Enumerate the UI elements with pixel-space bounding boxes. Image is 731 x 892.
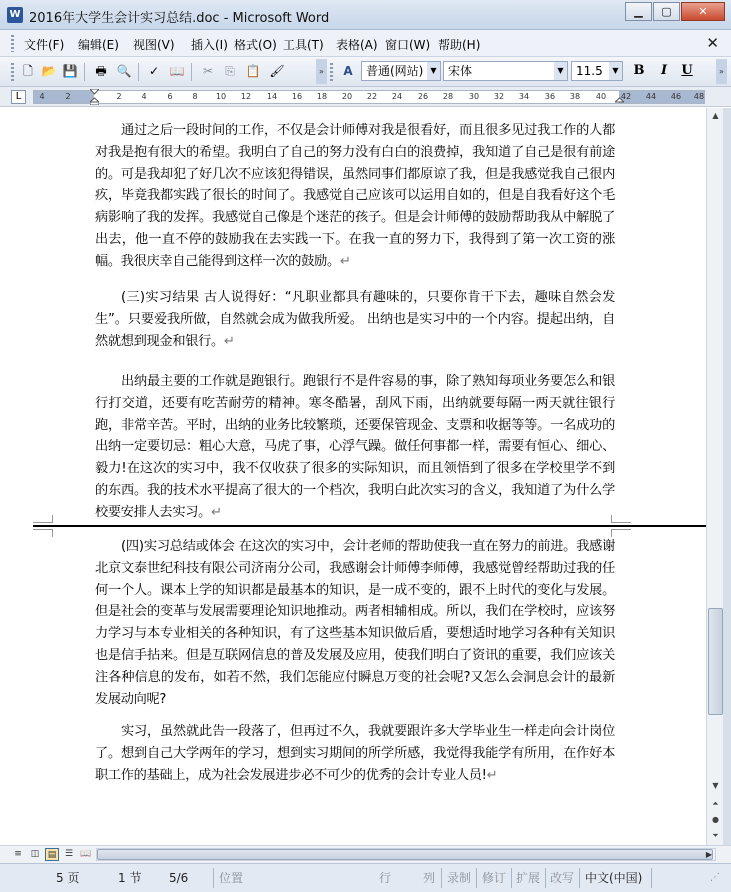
menu-item[interactable]: 视图(V)	[133, 38, 175, 52]
window-edge	[723, 108, 731, 845]
status-column: 列	[423, 871, 436, 885]
font-select-value: 宋体	[448, 64, 473, 78]
save-icon[interactable]: 💾	[62, 64, 78, 78]
window-controls	[624, 2, 725, 21]
status-bar	[0, 863, 731, 892]
toolbar-options-chevron-icon[interactable]: »	[316, 59, 327, 84]
ruler-tick-label: 2	[65, 92, 71, 101]
ruler-tick-label: 4	[141, 92, 147, 101]
menu-item[interactable]: 帮助(H)	[438, 38, 481, 52]
tab-stop-selector-icon[interactable]: L	[11, 90, 26, 104]
research-icon[interactable]: 📖	[169, 64, 185, 78]
ruler-tick-label: 32	[493, 92, 505, 101]
left-indent-marker-icon[interactable]	[90, 89, 99, 105]
document-paragraph[interactable]	[95, 371, 615, 524]
new-document-icon[interactable]: 🗋	[23, 64, 33, 78]
spelling-icon[interactable]: ✓	[148, 64, 160, 78]
page-corner-mark	[611, 515, 631, 523]
styles-and-formatting-icon[interactable]: A	[343, 64, 353, 78]
status-revise[interactable]: 修订	[482, 871, 507, 885]
toolbar-separator	[84, 63, 85, 81]
paste-icon[interactable]: 📋	[245, 64, 261, 78]
ruler-tick-label: 8	[192, 92, 198, 101]
status-divider	[476, 868, 477, 888]
print-layout-view-icon[interactable]: ▤	[45, 848, 59, 861]
ruler-tick-label: 6	[167, 92, 173, 101]
horizontal-scrollbar[interactable]	[96, 848, 716, 861]
paragraph-mark-icon: ↵	[211, 504, 222, 520]
ruler-tick-label: 48	[693, 92, 705, 101]
ruler-tick-label: 10	[215, 92, 227, 101]
cut-icon[interactable]: ✂	[202, 64, 214, 78]
ruler-tick-label: 30	[468, 92, 480, 101]
paragraph-mark-icon: ↵	[339, 253, 351, 269]
menu-item[interactable]: 编辑(E)	[78, 38, 119, 52]
vertical-scroll-thumb[interactable]	[708, 608, 723, 715]
status-line: 行	[379, 871, 392, 885]
ruler-tick-label: 44	[645, 92, 657, 101]
maximize-icon[interactable]: ▢	[653, 2, 680, 21]
ruler-tick-label: 14	[266, 92, 278, 101]
chevron-down-icon[interactable]: ▼	[427, 62, 440, 80]
ruler-right-margin	[619, 91, 704, 103]
menu-grip-icon[interactable]	[11, 35, 14, 52]
status-divider	[545, 868, 546, 888]
select-browse-object-icon[interactable]: ●	[712, 815, 719, 824]
status-record[interactable]: 录制	[447, 871, 472, 885]
paragraph-text: 出纳最主要的工作就是跑银行。跑银行不是件容易的事，除了熟知每项业务要怎么和银行打交道，还要有吃苦耐劳的精神。寒冬酷暑，刮风下雨，出纳就要每隔一两天就往银行跑，非常辛苦。平时，出纳的业务比较繁琐，还要保管现金、支票和收据等等。一名成功的出纳一定要切忌：粗心大意，马虎了事，心浮气躁。做任何事都一样，需要有恒心、细心、毅力!在这次的实习中，我不仅收获了很多的实际知识，而且领悟到了很多在学校里学不到的东西。我的技术水平提高了很大的一个档次，我明白此次实习的含义，我知道了为什么学校要安排人去实习。	[95, 374, 615, 520]
chevron-down-icon[interactable]: ▼	[554, 62, 567, 80]
previous-page-icon[interactable]: ⏶	[712, 799, 719, 808]
resize-grip-icon[interactable]: ⋰	[710, 872, 720, 883]
view-and-hscroll-bar	[0, 845, 731, 863]
underline-button[interactable]: U	[681, 63, 693, 78]
ruler-tick-label: 42	[620, 92, 632, 101]
status-divider	[579, 868, 580, 888]
status-divider	[213, 868, 214, 888]
bold-button[interactable]: B	[633, 63, 645, 78]
paragraph-text: (三)实习结果 古人说得好：“凡职业都具有趣味的，只要你肯干下去，趣味自然会发生”。只要爱我所做，自然就会成为做我所爱。 出纳也是实习中的一个内容。提起出纳，自然就想到现金和银行。	[95, 290, 615, 349]
status-position: 位置	[219, 871, 244, 885]
menu-item[interactable]: 工具(T)	[283, 38, 324, 52]
document-paragraph[interactable]	[95, 721, 615, 786]
menu-item[interactable]: 格式(O)	[234, 38, 277, 52]
close-icon[interactable]: ✕	[681, 2, 725, 21]
ruler-tick-label: 12	[240, 92, 252, 101]
style-select-value: 普通(网站)	[366, 64, 424, 78]
page-break-separator	[33, 525, 706, 527]
menu-item[interactable]: 插入(I)	[191, 38, 228, 52]
ruler-tick-label: 34	[518, 92, 530, 101]
menu-item[interactable]: 文件(F)	[24, 38, 65, 52]
status-page-of: 5/6	[169, 871, 189, 885]
next-page-icon[interactable]: ⏷	[712, 831, 719, 840]
font-select[interactable]	[443, 61, 568, 81]
standard-toolbar-grip-icon[interactable]	[11, 63, 14, 81]
outline-view-icon[interactable]: ☰	[64, 849, 74, 859]
menu-bar	[0, 30, 731, 57]
status-section: 1 节	[118, 871, 142, 885]
toolbar	[0, 57, 731, 87]
ruler-tick-label: 28	[442, 92, 454, 101]
status-divider	[651, 868, 652, 888]
ruler-tick-label: 16	[291, 92, 303, 101]
copy-icon[interactable]: ⎘	[225, 64, 235, 78]
ruler-tick-label: 4	[39, 92, 45, 101]
document-area[interactable]	[0, 108, 706, 845]
menu-items	[24, 36, 488, 53]
status-extend[interactable]: 扩展	[516, 871, 541, 885]
status-language[interactable]: 中文(中国)	[585, 871, 643, 885]
document-close-icon[interactable]: ✕	[706, 34, 719, 52]
print-preview-icon[interactable]: 🔍	[116, 64, 132, 78]
status-page: 5 页	[56, 871, 80, 885]
web-layout-view-icon[interactable]: ◫	[30, 849, 40, 859]
ruler-tick-label: 46	[670, 92, 682, 101]
style-select[interactable]	[361, 61, 441, 81]
format-painter-icon[interactable]: 🖌	[269, 64, 285, 78]
word-app-icon[interactable]: W	[7, 7, 23, 23]
italic-button[interactable]: I	[660, 63, 668, 78]
document-paragraph[interactable]	[95, 120, 615, 273]
minimize-icon[interactable]: ▁	[625, 2, 652, 21]
ruler-tick-label: 20	[341, 92, 353, 101]
page-corner-mark	[33, 515, 53, 523]
ruler-tick-label: 18	[316, 92, 328, 101]
status-divider	[511, 868, 512, 888]
font-size-value: 11.5	[576, 64, 603, 78]
formatting-options-chevron-icon[interactable]: »	[716, 59, 727, 84]
scroll-up-icon[interactable]: ▲	[712, 111, 719, 120]
paragraph-text: 实习，虽然就此告一段落了，但再过不久，我就要跟许多大学毕业生一样走向会计岗位了。想到自己大学两年的学习，想到实习期间的所学所感，我觉得我能学有所用，在作好本职工作的基础上，成为社会发展进步必不可少的优秀的会计专业人员!	[95, 724, 615, 783]
status-overtype[interactable]: 改写	[550, 871, 575, 885]
ruler-tick-label: 36	[544, 92, 556, 101]
toolbar-separator	[138, 63, 139, 81]
horizontal-ruler[interactable]	[33, 90, 705, 104]
page-corner-mark	[33, 529, 53, 537]
chevron-down-icon[interactable]: ▼	[609, 62, 622, 80]
ruler-tick-label: 38	[569, 92, 581, 101]
formatting-toolbar-grip-icon[interactable]	[330, 63, 333, 81]
toolbar-separator	[191, 63, 192, 81]
ruler-tick-label: 26	[417, 92, 429, 101]
print-icon[interactable]: 🖶	[95, 64, 107, 78]
ruler-tick-label: 22	[366, 92, 378, 101]
window-title: 2016年大学生会计实习总结.doc - Microsoft Word	[29, 11, 330, 26]
vertical-scrollbar[interactable]	[706, 108, 723, 845]
reading-layout-view-icon[interactable]: 📖	[80, 849, 92, 859]
ruler-tick-label: 40	[595, 92, 607, 101]
paragraph-text: 通过之后一段时间的工作，不仅是会计师傅对我是很看好，而且很多见过我工作的人都对我是抱有很大的希望。我明白了自己的努力没有白白的浪费掉，我知道了自己是很有前途的。可是我却犯了好几次不应该犯得错误，虽然同事们都原谅了我，但是我感觉我自己很内疚，毕竟我都实践了很长的时间了。我感觉自己应该可以运用自如的，但是自我看好这个毛病影响了我的发挥。我感觉自己像是个迷茫的孩子。但是会计师傅的鼓励帮助我从中解脱了出去，他一直不停的鼓励我在去实践一下。在我一直的努力下，我得到了第一次工资的涨幅。我很庆幸自己能得到这样一次的鼓励。	[95, 123, 615, 269]
paragraph-mark-icon: ↵	[486, 767, 498, 783]
scroll-right-icon[interactable]: ▶	[705, 850, 713, 859]
document-paragraph[interactable]	[95, 287, 615, 352]
ruler-tick-label: 24	[391, 92, 403, 101]
status-divider	[441, 868, 442, 888]
menu-item[interactable]: 窗口(W)	[385, 38, 431, 52]
normal-view-icon[interactable]: ≡	[14, 849, 22, 859]
title-bar	[0, 0, 731, 30]
paragraph-mark-icon: ↵	[223, 333, 235, 349]
document-paragraph[interactable]	[95, 536, 615, 710]
scroll-down-icon[interactable]: ▼	[712, 781, 719, 790]
paragraph-text: (四)实习总结或体会 在这次的实习中，会计老师的帮助使我一直在努力的前进。我感谢北京文泰世纪科技有限公司济南分公司，我感谢会计师傅李师傅，我感觉曾经帮助过我的任何一个人。课本上学的知识都是最基本的知识，是一成不变的，跟不上时代的变化与发展。但是社会的变革与发展需要理论知识地推动。两者相辅相成。所以，我们在学校时，应该努力学习与本专业相关的各种知识，有了这些基本知识做后盾，要想适时地学习各种有关知识也是信手拈来。但是互联网信息的普及发展及应用，使我们明白了资讯的重要，我们应该关注各种信息的发布，如若不然，我们怎能应付瞬息万变的社会呢?又怎么会洞息会计的最新发展动向呢?	[95, 539, 615, 707]
ruler-tick-label: 2	[116, 92, 122, 101]
open-folder-icon[interactable]: 📂	[41, 64, 57, 78]
font-size-select[interactable]	[571, 61, 623, 81]
horizontal-scroll-thumb[interactable]	[97, 849, 713, 860]
ruler-bar	[0, 87, 731, 107]
menu-item[interactable]: 表格(A)	[336, 38, 378, 52]
